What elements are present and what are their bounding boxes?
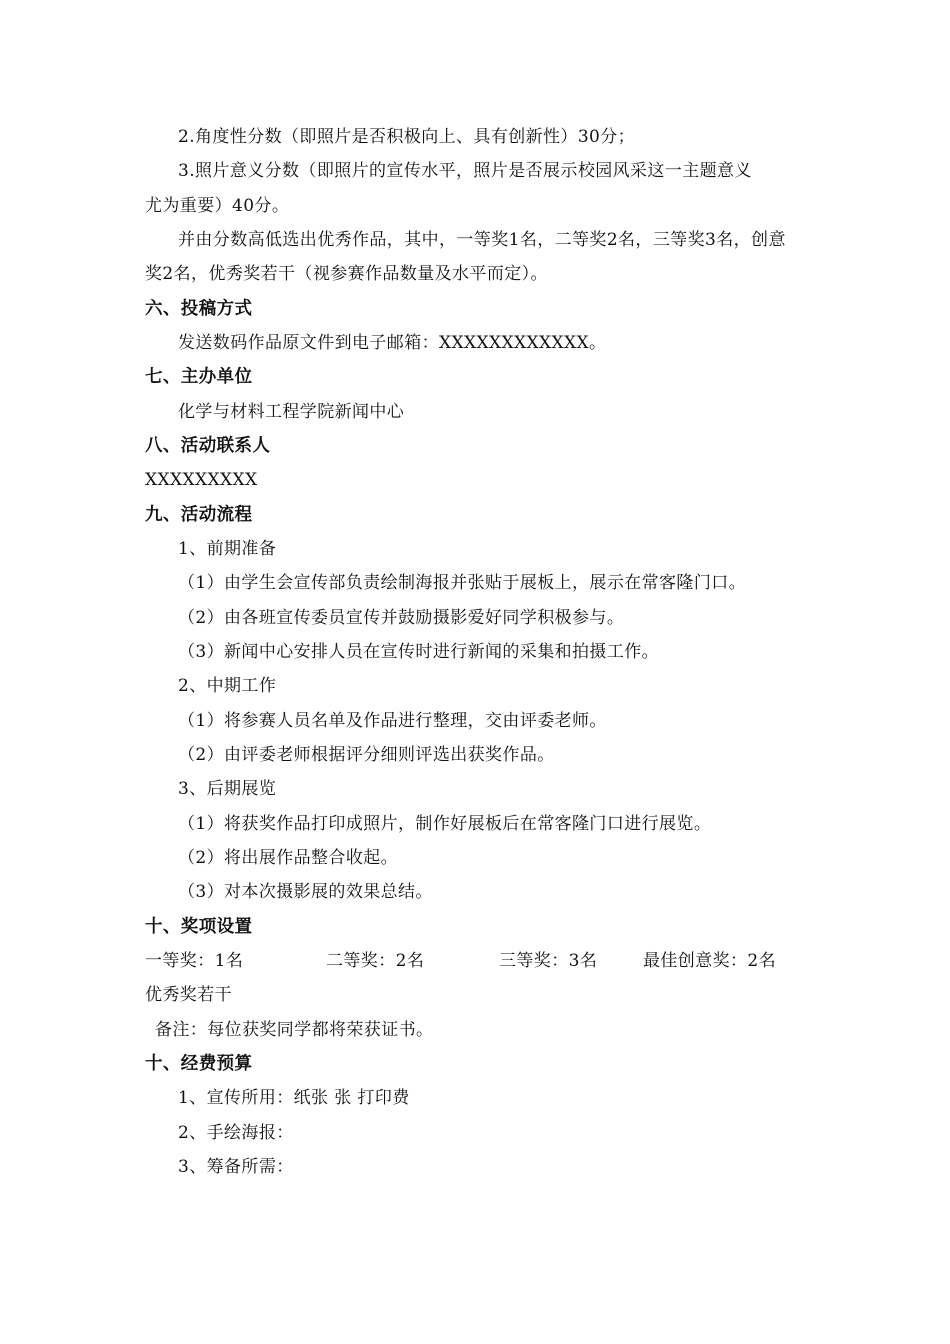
- prize-first: 一等奖：1名: [145, 951, 244, 971]
- phase-3-item: （3）对本次摄影展的效果总结。: [178, 882, 433, 902]
- phase-1-item: （2）由各班宣传委员宣传并鼓励摄影爱好同学积极参与。: [178, 608, 625, 628]
- phase-3-title: 3、后期展览: [178, 779, 277, 799]
- phase-1-title: 1、前期准备: [178, 539, 277, 559]
- phase-1-item: （3）新闻中心安排人员在宣传时进行新闻的采集和拍摄工作。: [178, 642, 660, 662]
- selection-line1: 并由分数高低选出优秀作品，其中，一等奖1名，二等奖2名，三等奖3名，创意: [178, 230, 786, 250]
- prize-second: 二等奖：2名: [326, 951, 425, 971]
- phase-2-item: （2）由评委老师根据评分细则评选出获奖作品。: [178, 745, 555, 765]
- phase-1-item: （1）由学生会宣传部负责绘制海报并张贴于展板上，展示在常客隆门口。: [178, 573, 747, 593]
- budget-item: 1、宣传所用：纸张 张 打印费: [178, 1088, 410, 1108]
- phase-3-item: （1）将获奖作品打印成照片，制作好展板后在常客隆门口进行展览。: [178, 814, 712, 834]
- prize-excellence: 优秀奖若干: [145, 985, 232, 1005]
- prize-creative: 最佳创意奖：2名: [643, 951, 777, 971]
- scoring-item-3-line2: 尤为重要）40分。: [145, 196, 290, 216]
- budget-item: 2、手绘海报：: [178, 1123, 294, 1143]
- scoring-item-3-line1: 3.照片意义分数（即照片的宣传水平，照片是否展示校园风采这一主题意义: [178, 161, 752, 181]
- prize-third: 三等奖：3名: [499, 951, 598, 971]
- prize-note: 备注：每位获奖同学都将荣获证书。: [155, 1020, 434, 1040]
- budget-item: 3、筹备所需：: [178, 1157, 294, 1177]
- section-8-body: XXXXXXXXX: [145, 470, 258, 490]
- section-6-heading: 六、投稿方式: [145, 299, 253, 319]
- section-7-body: 化学与材料工程学院新闻中心: [178, 402, 405, 422]
- phase-3-item: （2）将出展作品整合收起。: [178, 848, 399, 868]
- section-8-heading: 八、活动联系人: [145, 436, 271, 456]
- section-9-heading: 九、活动流程: [145, 505, 253, 525]
- section-6-body: 发送数码作品原文件到电子邮箱：XXXXXXXXXXXX。: [178, 333, 607, 353]
- section-10-heading: 十、奖项设置: [145, 917, 253, 937]
- scoring-item-2: 2.角度性分数（即照片是否积极向上、具有创新性）30分；: [178, 127, 636, 147]
- selection-line2: 奖2名，优秀奖若干（视参赛作品数量及水平而定）。: [145, 264, 548, 284]
- phase-2-item: （1）将参赛人员名单及作品进行整理，交由评委老师。: [178, 711, 607, 731]
- section-11-heading: 十、经费预算: [145, 1054, 253, 1074]
- phase-2-title: 2、中期工作: [178, 676, 277, 696]
- section-7-heading: 七、主办单位: [145, 367, 253, 387]
